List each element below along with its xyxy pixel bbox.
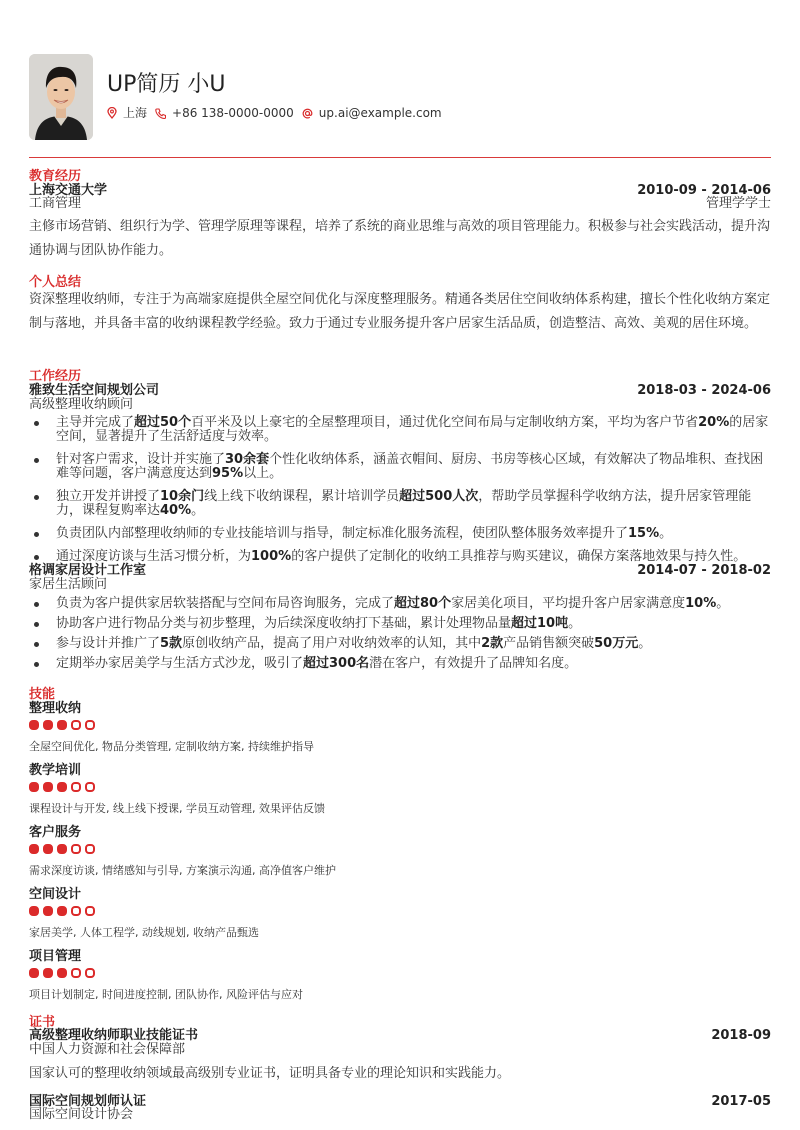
rating-dot-empty	[85, 844, 95, 854]
certificate-date: 2017-05	[711, 1094, 771, 1109]
skill-name: 项目管理	[29, 949, 82, 964]
skill-rating	[29, 844, 99, 854]
work-company: 格调家居设计工作室	[29, 563, 147, 578]
rating-dot-empty	[71, 968, 81, 978]
work-bullets	[29, 597, 771, 677]
rating-dot-empty	[85, 906, 95, 916]
rating-dot-filled	[57, 782, 67, 792]
skill-rating	[29, 968, 99, 978]
rating-dot-filled	[29, 782, 39, 792]
header-divider	[29, 157, 771, 158]
section-title-certificates: 证书	[29, 1015, 56, 1030]
work-bullet-item: 负责为客户提供家居软装搭配与空间布局咨询服务，完成了超过80个家居美化项目，平均提升客户居家满意度10%。	[29, 597, 771, 611]
skill-rating	[29, 782, 99, 792]
rating-dot-filled	[29, 720, 39, 730]
location-text: 上海	[123, 106, 148, 120]
certificate-issuer: 国际空间设计协会	[29, 1107, 134, 1122]
education-school: 上海交通大学	[29, 183, 108, 198]
contact-email	[302, 105, 442, 121]
certificate-issuer: 中国人力资源和社会保障部	[29, 1042, 186, 1057]
section-title-skills: 技能	[29, 687, 56, 702]
summary-text: 资深整理收纳师，专注于为高端家庭提供全屋空间优化与深度整理服务。精通各类居住空间收纳体系构建，擅长个性化收纳方案定制与落地，并具备丰富的收纳课程教学经验。致力于通过专业服务提升客户居家生活品质，创造整洁、高效、美观的居住环境。	[29, 292, 771, 331]
rating-dot-empty	[71, 720, 81, 730]
rating-dot-filled	[43, 906, 53, 916]
certificate-name: 国际空间规划师认证	[29, 1094, 147, 1109]
skill-rating	[29, 720, 99, 730]
education-degree: 管理学学士	[705, 196, 771, 211]
education-date: 2010-09 - 2014-06	[637, 183, 771, 198]
skill-keywords: 全屋空间优化, 物品分类管理, 定制收纳方案, 持续维护指导	[29, 740, 314, 753]
contact-phone	[155, 105, 294, 121]
phone-icon	[155, 108, 166, 119]
skill-keywords: 项目计划制定, 时间进度控制, 团队协作, 风险评估与应对	[29, 988, 303, 1001]
skill-name: 空间设计	[29, 887, 82, 902]
work-bullet-item: 针对客户需求，设计并实施了30余套个性化收纳体系，涵盖衣帽间、厨房、书房等核心区域，有效解决了物品堆积、查找困难等问题，客户满意度达到95%以上。	[29, 453, 771, 481]
section-title-work: 工作经历	[29, 369, 82, 384]
rating-dot-empty	[85, 782, 95, 792]
work-bullets	[29, 416, 771, 573]
skill-keywords: 家居美学, 人体工程学, 动线规划, 收纳产品甄选	[29, 926, 259, 939]
section-title-education: 教育经历	[29, 169, 82, 184]
rating-dot-empty	[71, 906, 81, 916]
work-bullet-item: 协助客户进行物品分类与初步整理，为后续深度收纳打下基础，累计处理物品量超过10吨。	[29, 617, 771, 631]
certificate-name: 高级整理收纳师职业技能证书	[29, 1028, 199, 1043]
work-date: 2014-07 - 2018-02	[637, 563, 771, 578]
skill-keywords: 需求深度访谈, 情绪感知与引导, 方案演示沟通, 高净值客户维护	[29, 864, 336, 877]
rating-dot-filled	[29, 906, 39, 916]
skill-rating	[29, 906, 99, 916]
work-company: 雅致生活空间规划公司	[29, 383, 160, 398]
contact-location	[107, 105, 147, 121]
map-pin-icon	[107, 107, 117, 119]
at-sign-icon	[302, 108, 313, 119]
work-bullet-item: 负责团队内部整理收纳师的专业技能培训与指导，制定标准化服务流程，使团队整体服务效率提升了15%。	[29, 527, 771, 541]
rating-dot-filled	[43, 968, 53, 978]
skill-name: 整理收纳	[29, 701, 82, 716]
work-bullet-item: 参与设计并推广了5款原创收纳产品，提高了用户对收纳效率的认知，其中2款产品销售额突破50万元。	[29, 637, 771, 651]
work-bullet-item: 独立开发并讲授了10余门线上线下收纳课程，累计培训学员超过500人次，帮助学员掌握科学收纳方法，提升居家管理能力，课程复购率达40%。	[29, 490, 771, 518]
rating-dot-filled	[57, 720, 67, 730]
rating-dot-filled	[43, 720, 53, 730]
rating-dot-filled	[57, 906, 67, 916]
certificate-date: 2018-09	[711, 1028, 771, 1043]
rating-dot-filled	[57, 968, 67, 978]
avatar	[29, 54, 93, 140]
certificate-description: 国家认可的整理收纳领域最高级别专业证书，证明具备专业的理论知识和实践能力。	[29, 1066, 511, 1081]
contact-info	[107, 105, 450, 121]
education-major: 工商管理	[29, 196, 82, 211]
work-date: 2018-03 - 2024-06	[637, 383, 771, 398]
skill-name: 教学培训	[29, 763, 82, 778]
education-description: 主修市场营销、组织行为学、管理学原理等课程，培养了系统的商业思维与高效的项目管理能力。积极参与社会实践活动，提升沟通协调与团队协作能力。	[29, 219, 771, 258]
email-text[interactable]: up.ai@example.com	[318, 106, 442, 120]
skill-keywords: 课程设计与开发, 线上线下授课, 学员互动管理, 效果评估反馈	[29, 802, 325, 815]
rating-dot-empty	[71, 844, 81, 854]
skill-name: 客户服务	[29, 825, 82, 840]
rating-dot-empty	[71, 782, 81, 792]
candidate-name: UP简历 小U	[107, 72, 226, 97]
rating-dot-filled	[43, 782, 53, 792]
rating-dot-empty	[85, 968, 95, 978]
work-bullet-item: 通过深度访谈与生活习惯分析，为100%的客户提供了定制化的收纳工具推荐与购买建议，确保方案落地效果与持久性。	[29, 550, 771, 564]
rating-dot-filled	[57, 844, 67, 854]
phone-text[interactable]: +86 138-0000-0000	[172, 106, 294, 120]
section-title-summary: 个人总结	[29, 275, 82, 290]
rating-dot-filled	[29, 844, 39, 854]
work-role: 家居生活顾问	[29, 577, 108, 592]
rating-dot-filled	[43, 844, 53, 854]
rating-dot-empty	[85, 720, 95, 730]
work-bullet-item: 定期举办家居美学与生活方式沙龙，吸引了超过300名潜在客户，有效提升了品牌知名度。	[29, 657, 771, 671]
resume-header	[29, 54, 771, 140]
work-bullet-item: 主导并完成了超过50个百平米及以上豪宅的全屋整理项目，通过优化空间布局与定制收纳方案，平均为客户节省20%的居家空间，显著提升了生活舒适度与效率。	[29, 416, 771, 444]
rating-dot-filled	[29, 968, 39, 978]
work-role: 高级整理收纳顾问	[29, 397, 134, 412]
